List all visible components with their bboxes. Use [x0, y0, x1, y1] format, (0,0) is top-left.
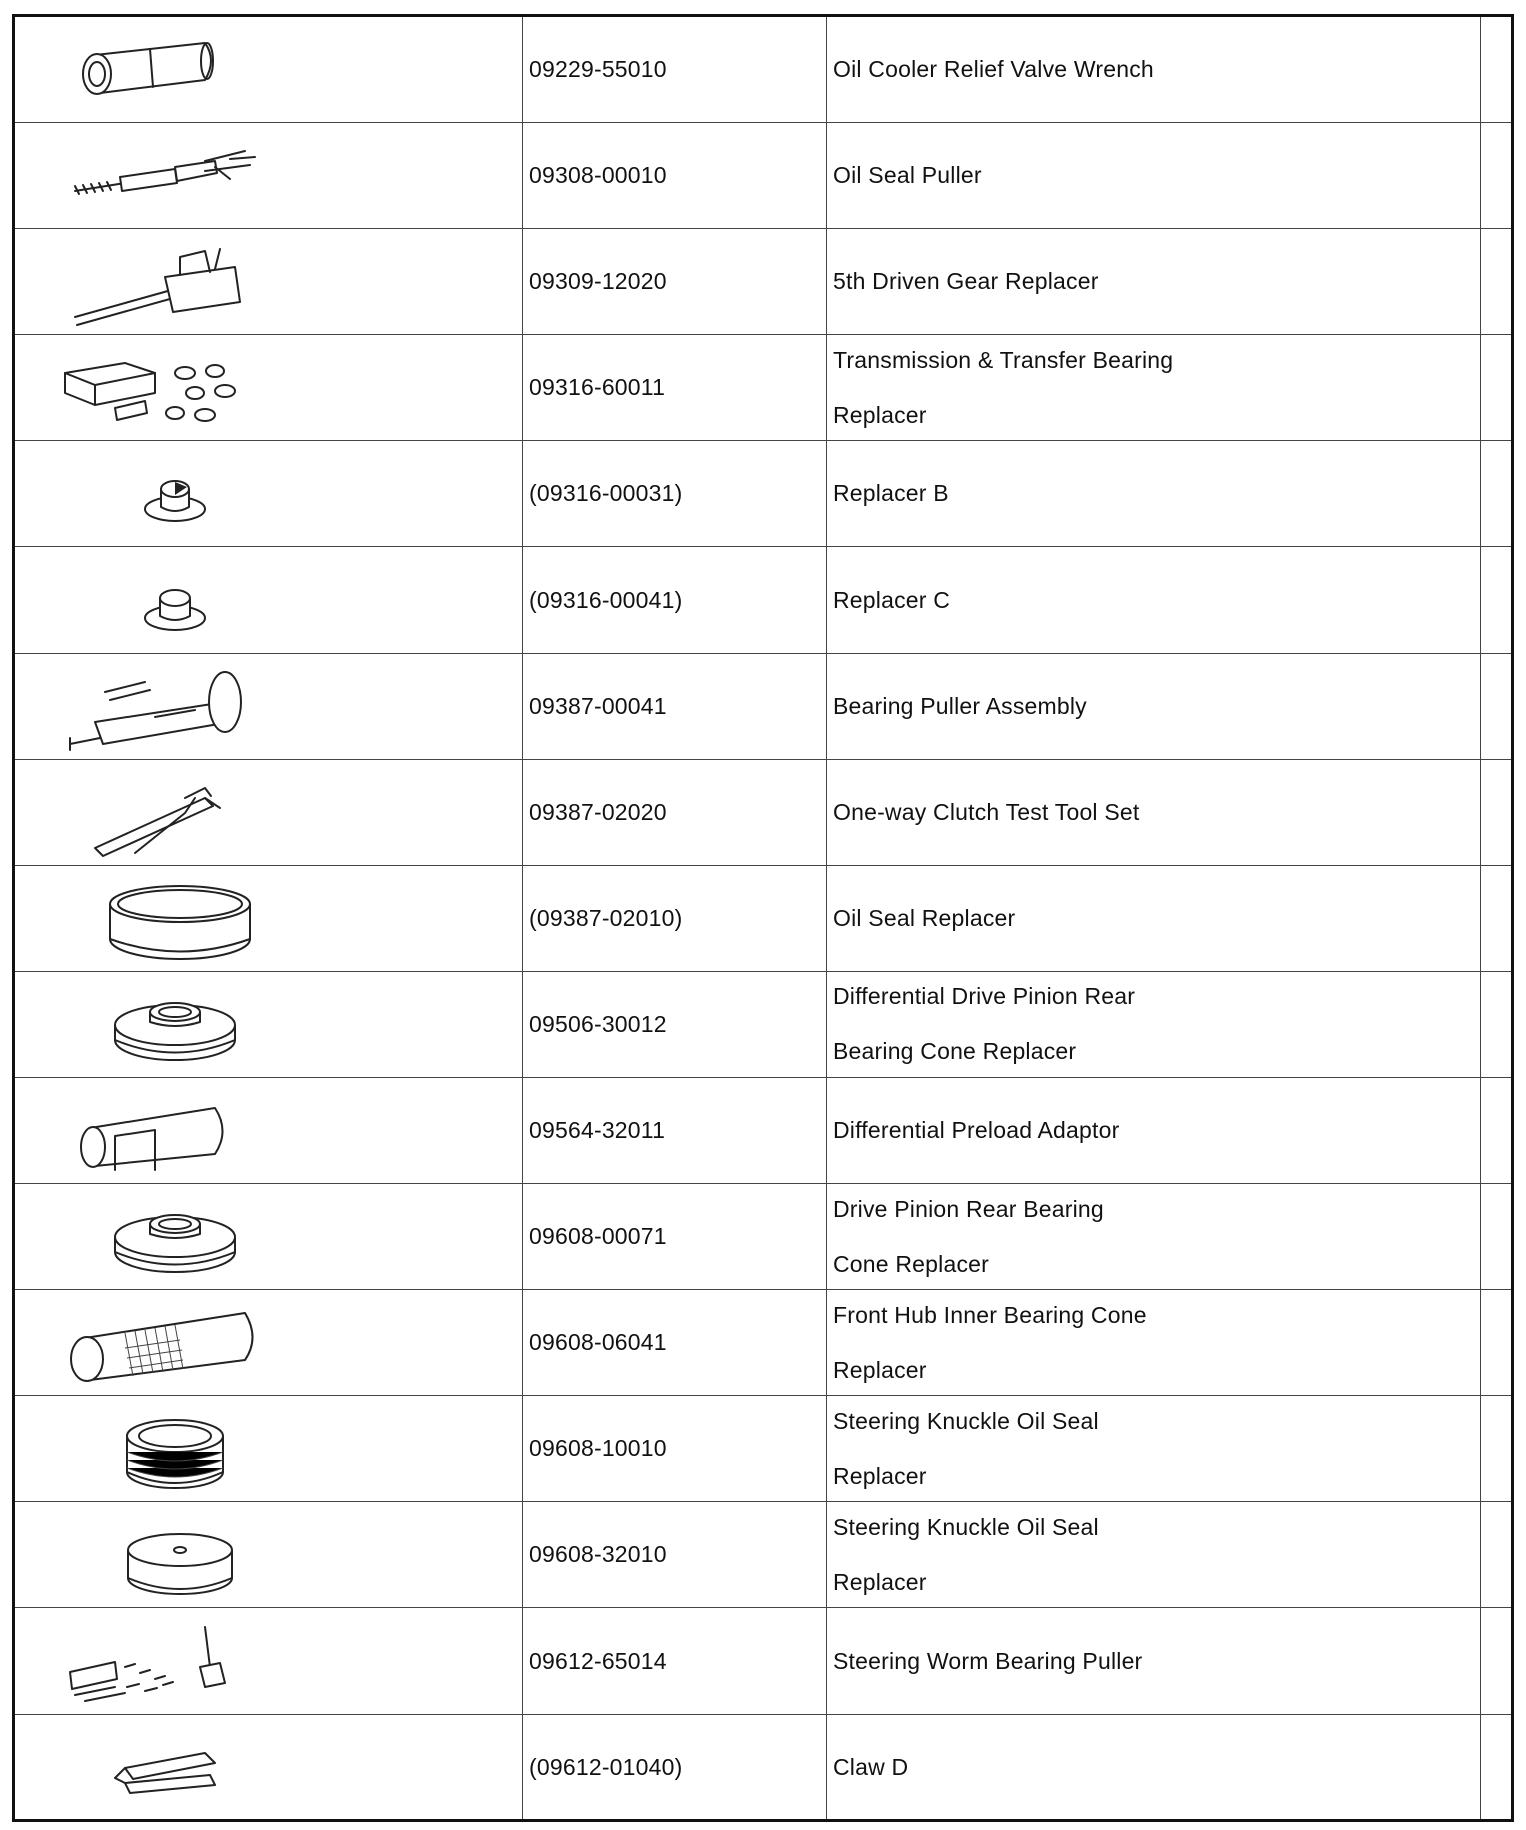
part-number: 09309-12020 — [529, 268, 667, 295]
description-line: Replacer — [833, 1568, 927, 1595]
cone-replacer-icon — [55, 1192, 295, 1282]
replacer-b-icon — [55, 449, 295, 539]
part-number: 09387-00041 — [529, 692, 667, 719]
gear-replacer-icon — [55, 237, 295, 327]
bearing-puller-icon — [55, 662, 295, 752]
tool-illustration-cell — [15, 1184, 523, 1289]
part-number: 09608-00071 — [529, 1223, 667, 1250]
table-row — [15, 17, 1511, 123]
tool-illustration-cell — [15, 1715, 523, 1821]
tool-illustration-cell — [15, 654, 523, 759]
part-number: (09316-00041) — [529, 586, 683, 613]
preload-adaptor-icon — [55, 1086, 295, 1176]
slide-hammer-puller-icon — [55, 131, 295, 221]
tool-illustration-cell — [15, 123, 523, 228]
description-line: Replacer B — [833, 480, 949, 507]
table-row — [15, 1609, 1511, 1715]
tool-description — [833, 229, 1473, 334]
replacer-c-icon — [55, 556, 295, 646]
description-line: Oil Seal Puller — [833, 162, 982, 189]
tool-illustration-cell — [15, 1502, 523, 1607]
description-line: Steering Worm Bearing Puller — [833, 1647, 1143, 1674]
table-row — [15, 441, 1511, 547]
table-row — [15, 335, 1511, 441]
table-row — [15, 1715, 1511, 1821]
tool-description — [833, 123, 1473, 228]
drum-replacer-icon — [55, 1510, 295, 1600]
description-line: 5th Driven Gear Replacer — [833, 268, 1099, 295]
description-line: Claw D — [833, 1754, 909, 1781]
threaded-drum-icon — [55, 1404, 295, 1494]
part-number: 09608-10010 — [529, 1435, 667, 1462]
table-row — [15, 654, 1511, 760]
table-row — [15, 123, 1511, 229]
table-row — [15, 1184, 1511, 1290]
part-number: 09506-30012 — [529, 1010, 667, 1037]
part-number: 09316-60011 — [529, 374, 666, 401]
special-tools-table — [12, 14, 1514, 1822]
description-line: Transmission & Transfer Bearing — [833, 346, 1174, 373]
description-line: Differential Drive Pinion Rear — [833, 983, 1136, 1010]
description-line: Bearing Cone Replacer — [833, 1038, 1077, 1065]
cone-replacer-icon — [55, 980, 295, 1070]
seal-ring-icon — [55, 874, 295, 964]
table-row — [15, 229, 1511, 335]
tool-illustration-cell — [15, 548, 523, 653]
description-line: Steering Knuckle Oil Seal — [833, 1407, 1099, 1434]
table-row — [15, 760, 1511, 866]
description-line: One-way Clutch Test Tool Set — [833, 798, 1140, 825]
table-row — [15, 1396, 1511, 1502]
description-line: Differential Preload Adaptor — [833, 1117, 1120, 1143]
knurled-cylinder-icon — [55, 1298, 295, 1388]
tool-description — [833, 654, 1473, 759]
description-line: Front Hub Inner Bearing Cone — [833, 1301, 1147, 1328]
worm-puller-set-icon — [55, 1617, 295, 1707]
tool-description — [833, 17, 1473, 122]
table-row — [15, 972, 1511, 1078]
tool-description — [833, 1078, 1473, 1183]
description-line: Replacer — [833, 1356, 927, 1383]
description-line: Replacer — [833, 401, 927, 428]
tool-illustration-cell — [15, 335, 523, 440]
part-number: (09316-00031) — [529, 480, 683, 507]
table-row — [15, 1502, 1511, 1608]
socket-wrench-icon — [55, 25, 295, 115]
tool-illustration-cell — [15, 1396, 523, 1501]
tool-illustration-cell — [15, 1078, 523, 1183]
tool-illustration-cell — [15, 1290, 523, 1395]
tool-description — [833, 972, 1473, 1077]
table-row — [15, 866, 1511, 972]
clutch-test-tool-icon — [55, 768, 295, 858]
description-line: Bearing Puller Assembly — [833, 692, 1087, 719]
part-number: 09608-06041 — [529, 1329, 667, 1356]
part-number: (09387-02010) — [529, 904, 683, 931]
part-number: 09387-02020 — [529, 798, 667, 825]
part-number: 09308-00010 — [529, 162, 667, 189]
description-line: Drive Pinion Rear Bearing — [833, 1195, 1104, 1222]
tool-description — [833, 548, 1473, 653]
part-number: (09612-01040) — [529, 1754, 683, 1781]
tool-description — [833, 335, 1473, 440]
tool-illustration-cell — [15, 441, 523, 546]
description-line: Replacer — [833, 1462, 927, 1489]
tool-description — [833, 1715, 1473, 1821]
part-number: 09608-32010 — [529, 1541, 667, 1568]
description-line: Steering Knuckle Oil Seal — [833, 1513, 1099, 1540]
tool-illustration-cell — [15, 17, 523, 122]
tool-illustration-cell — [15, 972, 523, 1077]
tool-description — [833, 1290, 1473, 1395]
replacer-set-icon — [55, 343, 295, 433]
tool-illustration-cell — [15, 229, 523, 334]
tool-illustration-cell — [15, 760, 523, 865]
table-row — [15, 548, 1511, 654]
description-line: Cone Replacer — [833, 1250, 990, 1277]
tool-description — [833, 760, 1473, 865]
tool-description — [833, 1396, 1473, 1501]
tool-description — [833, 866, 1473, 971]
tool-description — [833, 1502, 1473, 1607]
description-line: Replacer C — [833, 586, 951, 613]
description-line: Oil Seal Replacer — [833, 904, 1016, 931]
description-line: Oil Cooler Relief Valve Wrench — [833, 56, 1154, 82]
tool-description — [833, 1184, 1473, 1289]
part-number: 09564-32011 — [529, 1117, 666, 1143]
part-number: 09229-55010 — [529, 56, 667, 82]
table-row — [15, 1290, 1511, 1396]
claw-icon — [55, 1723, 295, 1813]
table-row — [15, 1078, 1511, 1184]
part-number: 09612-65014 — [529, 1647, 667, 1674]
tool-illustration-cell — [15, 1609, 523, 1714]
tool-description — [833, 1609, 1473, 1714]
tool-illustration-cell — [15, 866, 523, 971]
tool-description — [833, 441, 1473, 546]
